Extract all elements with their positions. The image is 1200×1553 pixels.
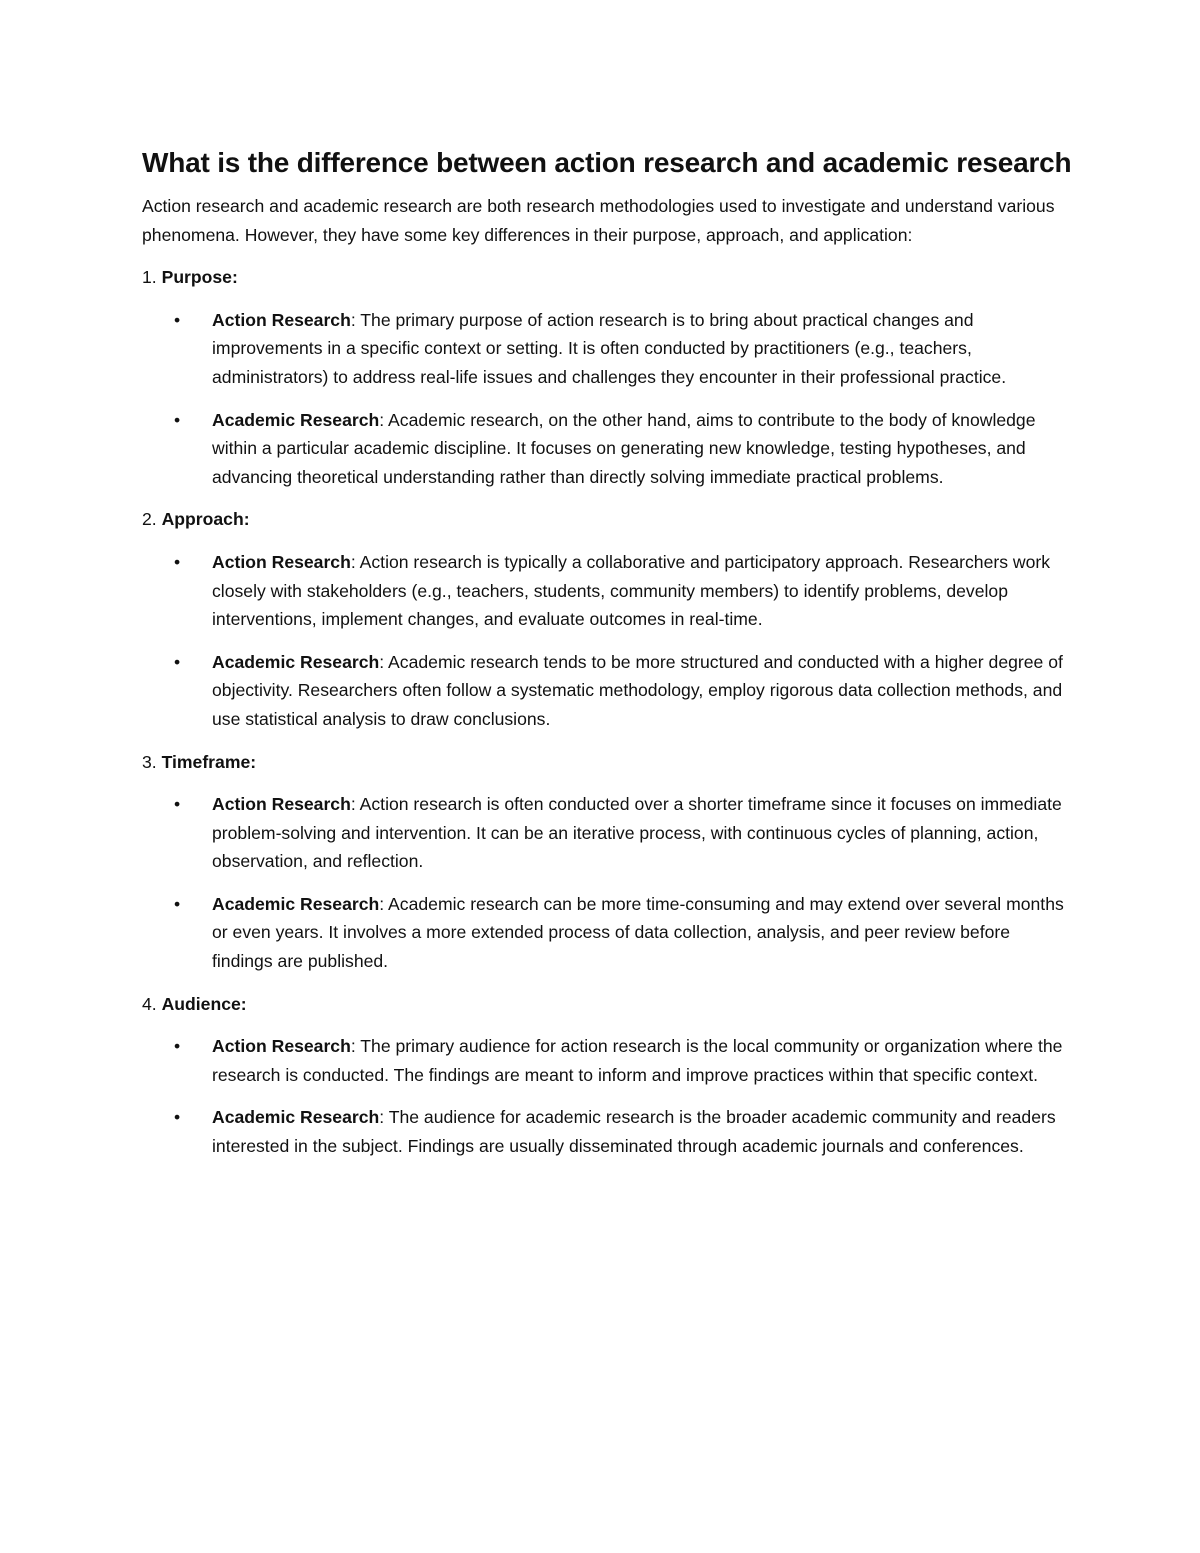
bullet-icon: • <box>174 309 181 330</box>
bullet-icon: • <box>174 651 181 672</box>
bullet-list <box>142 548 1072 734</box>
term-label: Academic Research <box>212 409 380 430</box>
section-heading <box>142 263 1072 292</box>
bullet-icon: • <box>174 1036 181 1057</box>
section-number: 1. <box>142 267 157 288</box>
term-label: Action Research <box>212 309 351 330</box>
section-heading <box>142 748 1072 777</box>
list-item <box>142 1103 1072 1160</box>
bullet-icon: • <box>174 794 181 815</box>
section-audience <box>142 990 1072 1161</box>
list-item <box>142 890 1072 976</box>
intro-paragraph: Action research and academic research are both research methodologies used to investigate and understand various phenomena. However, they have some key differences in their purpose, approach, and application: <box>142 196 1055 245</box>
point-text: : The primary audience for action research is the local community or organization where the research is conducted. The findings are meant to inform and improve practices within that specific context. <box>212 1036 1063 1085</box>
list-item <box>142 306 1072 392</box>
bullet-icon: • <box>174 893 181 914</box>
section-label: Audience: <box>161 993 247 1014</box>
point-text: : The primary purpose of action research is to bring about practical changes and improvements in a specific context or setting. It is often conducted by practitioners (e.g., teachers, administrators) to address real-life issues and challenges they encounter in their professional practice. <box>212 309 1007 387</box>
list-item <box>142 648 1072 734</box>
list-item <box>142 1032 1072 1089</box>
section-purpose <box>142 263 1072 491</box>
term-label: Academic Research <box>212 1107 380 1128</box>
point-text: : Academic research tends to be more structured and conducted with a higher degree of objectivity. Researchers often follow a systematic methodology, employ rigorous data collection methods, and use statistical analysis to draw conclusions. <box>212 651 1063 729</box>
bullet-list <box>142 306 1072 492</box>
bullet-list <box>142 1032 1072 1160</box>
section-approach <box>142 505 1072 733</box>
list-item <box>142 548 1072 634</box>
document-page <box>142 142 1072 1175</box>
bullet-icon: • <box>174 1107 181 1128</box>
section-number: 2. <box>142 509 157 530</box>
bullet-icon: • <box>174 551 181 572</box>
section-heading <box>142 990 1072 1019</box>
point-text: : Academic research can be more time-consuming and may extend over several months or even years. It involves a more extended process of data collection, analysis, and peer review before findings are published. <box>212 893 1064 972</box>
section-number: 3. <box>142 751 157 772</box>
list-item <box>142 406 1072 492</box>
section-timeframe <box>142 748 1072 976</box>
term-label: Action Research <box>212 551 351 572</box>
section-label: Timeframe: <box>161 751 257 772</box>
section-number: 4. <box>142 993 157 1014</box>
section-heading <box>142 505 1072 534</box>
point-text: : Action research is typically a collaborative and participatory approach. Researchers work closely with stakeholders (e.g., teachers, students, community members) to identify problems, develop interventions, implement changes, and evaluate outcomes in real-time. <box>212 551 1051 630</box>
list-item <box>142 790 1072 876</box>
term-label: Academic Research <box>212 893 380 914</box>
point-text: : Action research is often conducted over a shorter timeframe since it focuses on immediate problem-solving and intervention. It can be an iterative process, with continuous cycles of planning, action, observation, and reflection. <box>212 794 1062 872</box>
bullet-icon: • <box>174 409 181 430</box>
document-title: What is the difference between action research and academic research <box>142 147 1072 178</box>
term-label: Action Research <box>212 1036 351 1057</box>
term-label: Academic Research <box>212 651 380 672</box>
point-text: : Academic research, on the other hand, aims to contribute to the body of knowledge within a particular academic discipline. It focuses on generating new knowledge, testing hypotheses, and advancing theoretical understanding rather than directly solving immediate practical problems. <box>212 409 1036 487</box>
point-text: : The audience for academic research is the broader academic community and readers interested in the subject. Findings are usually disseminated through academic journals and conferences. <box>212 1107 1056 1157</box>
section-label: Purpose: <box>161 267 238 288</box>
section-label: Approach: <box>161 509 250 530</box>
bullet-list <box>142 790 1072 976</box>
term-label: Action Research <box>212 794 351 815</box>
